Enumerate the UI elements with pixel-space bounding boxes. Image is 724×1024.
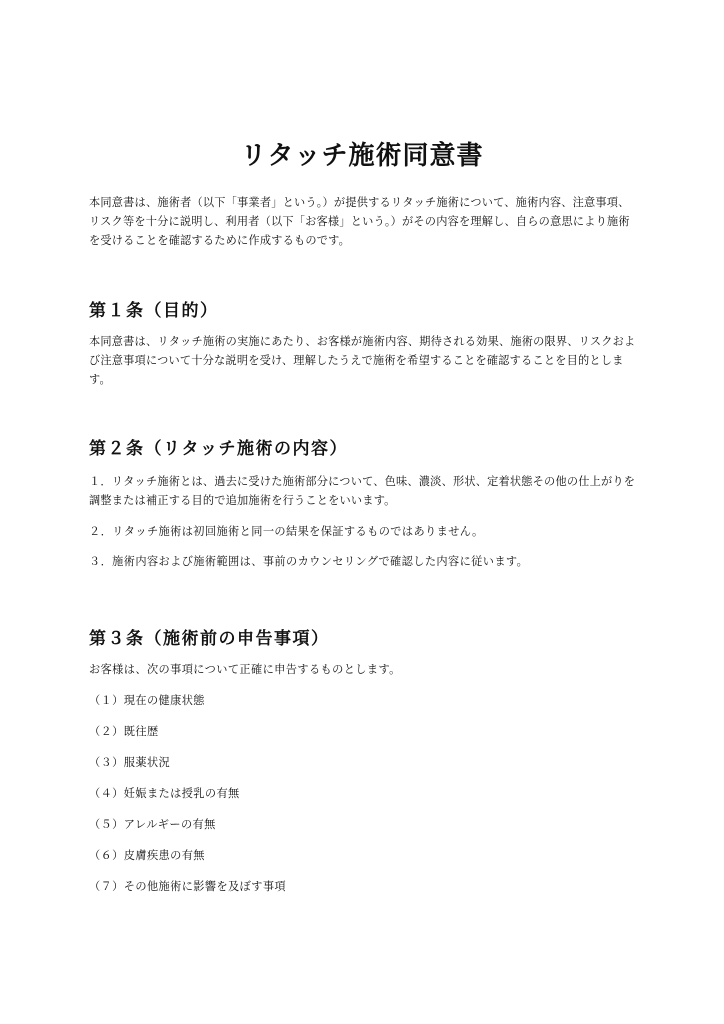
article-2-heading: 第２条（リタッチ施術の内容） xyxy=(89,439,348,459)
article-3-item-2: （２）既往歴 xyxy=(89,725,159,738)
article-3-lead: お客様は、次の事項について正確に申告するものとします。 xyxy=(89,663,401,676)
article-1-heading: 第１条（目的） xyxy=(89,301,219,321)
article-2-item-3: ３．施術内容および施術範囲は、事前のカウンセリングで確認した内容に従います。 xyxy=(89,555,529,568)
article-3-item-3: （３）服薬状況 xyxy=(89,756,171,769)
article-3-item-5: （５）アレルギーの有無 xyxy=(89,818,216,831)
document-title: リタッチ施術同意書 xyxy=(240,141,484,172)
article-3-item-6: （６）皮膚疾患の有無 xyxy=(89,849,205,862)
article-3-item-1: （１）現在の健康状態 xyxy=(89,694,205,707)
intro-paragraph: 本同意書は、施術者（以下「事業者」という。）が提供するリタッチ施術について、施術内容、注意事項、リスク等を十分に説明し、利用者（以下「お客様」という。）がその内容を理解し、自らの意思により施術を受けることを確認するために作成するものです。 xyxy=(89,196,630,247)
article-2-item-1: １．リタッチ施術とは、過去に受けた施術部分について、色味、濃淡、形状、定着状態その他の仕上がりを調整または補正する目的で追加施術を行うことをいいます。 xyxy=(89,475,636,507)
article-2-item-2: ２．リタッチ施術は初回施術と同一の結果を保証するものではありません。 xyxy=(89,525,484,538)
article-3-item-7: （７）その他施術に影響を及ぼす事項 xyxy=(89,880,286,893)
article-3-heading: 第３条（施術前の申告事項） xyxy=(89,629,330,649)
article-3-item-4: （４）妊娠または授乳の有無 xyxy=(89,787,240,800)
article-1-body: 本同意書は、リタッチ施術の実施にあたり、お客様が施術内容、期待される効果、施術の限界、リスクおよび注意事項について十分な説明を受け、理解したうえで施術を希望することを確認することを目的とします。 xyxy=(89,335,636,386)
